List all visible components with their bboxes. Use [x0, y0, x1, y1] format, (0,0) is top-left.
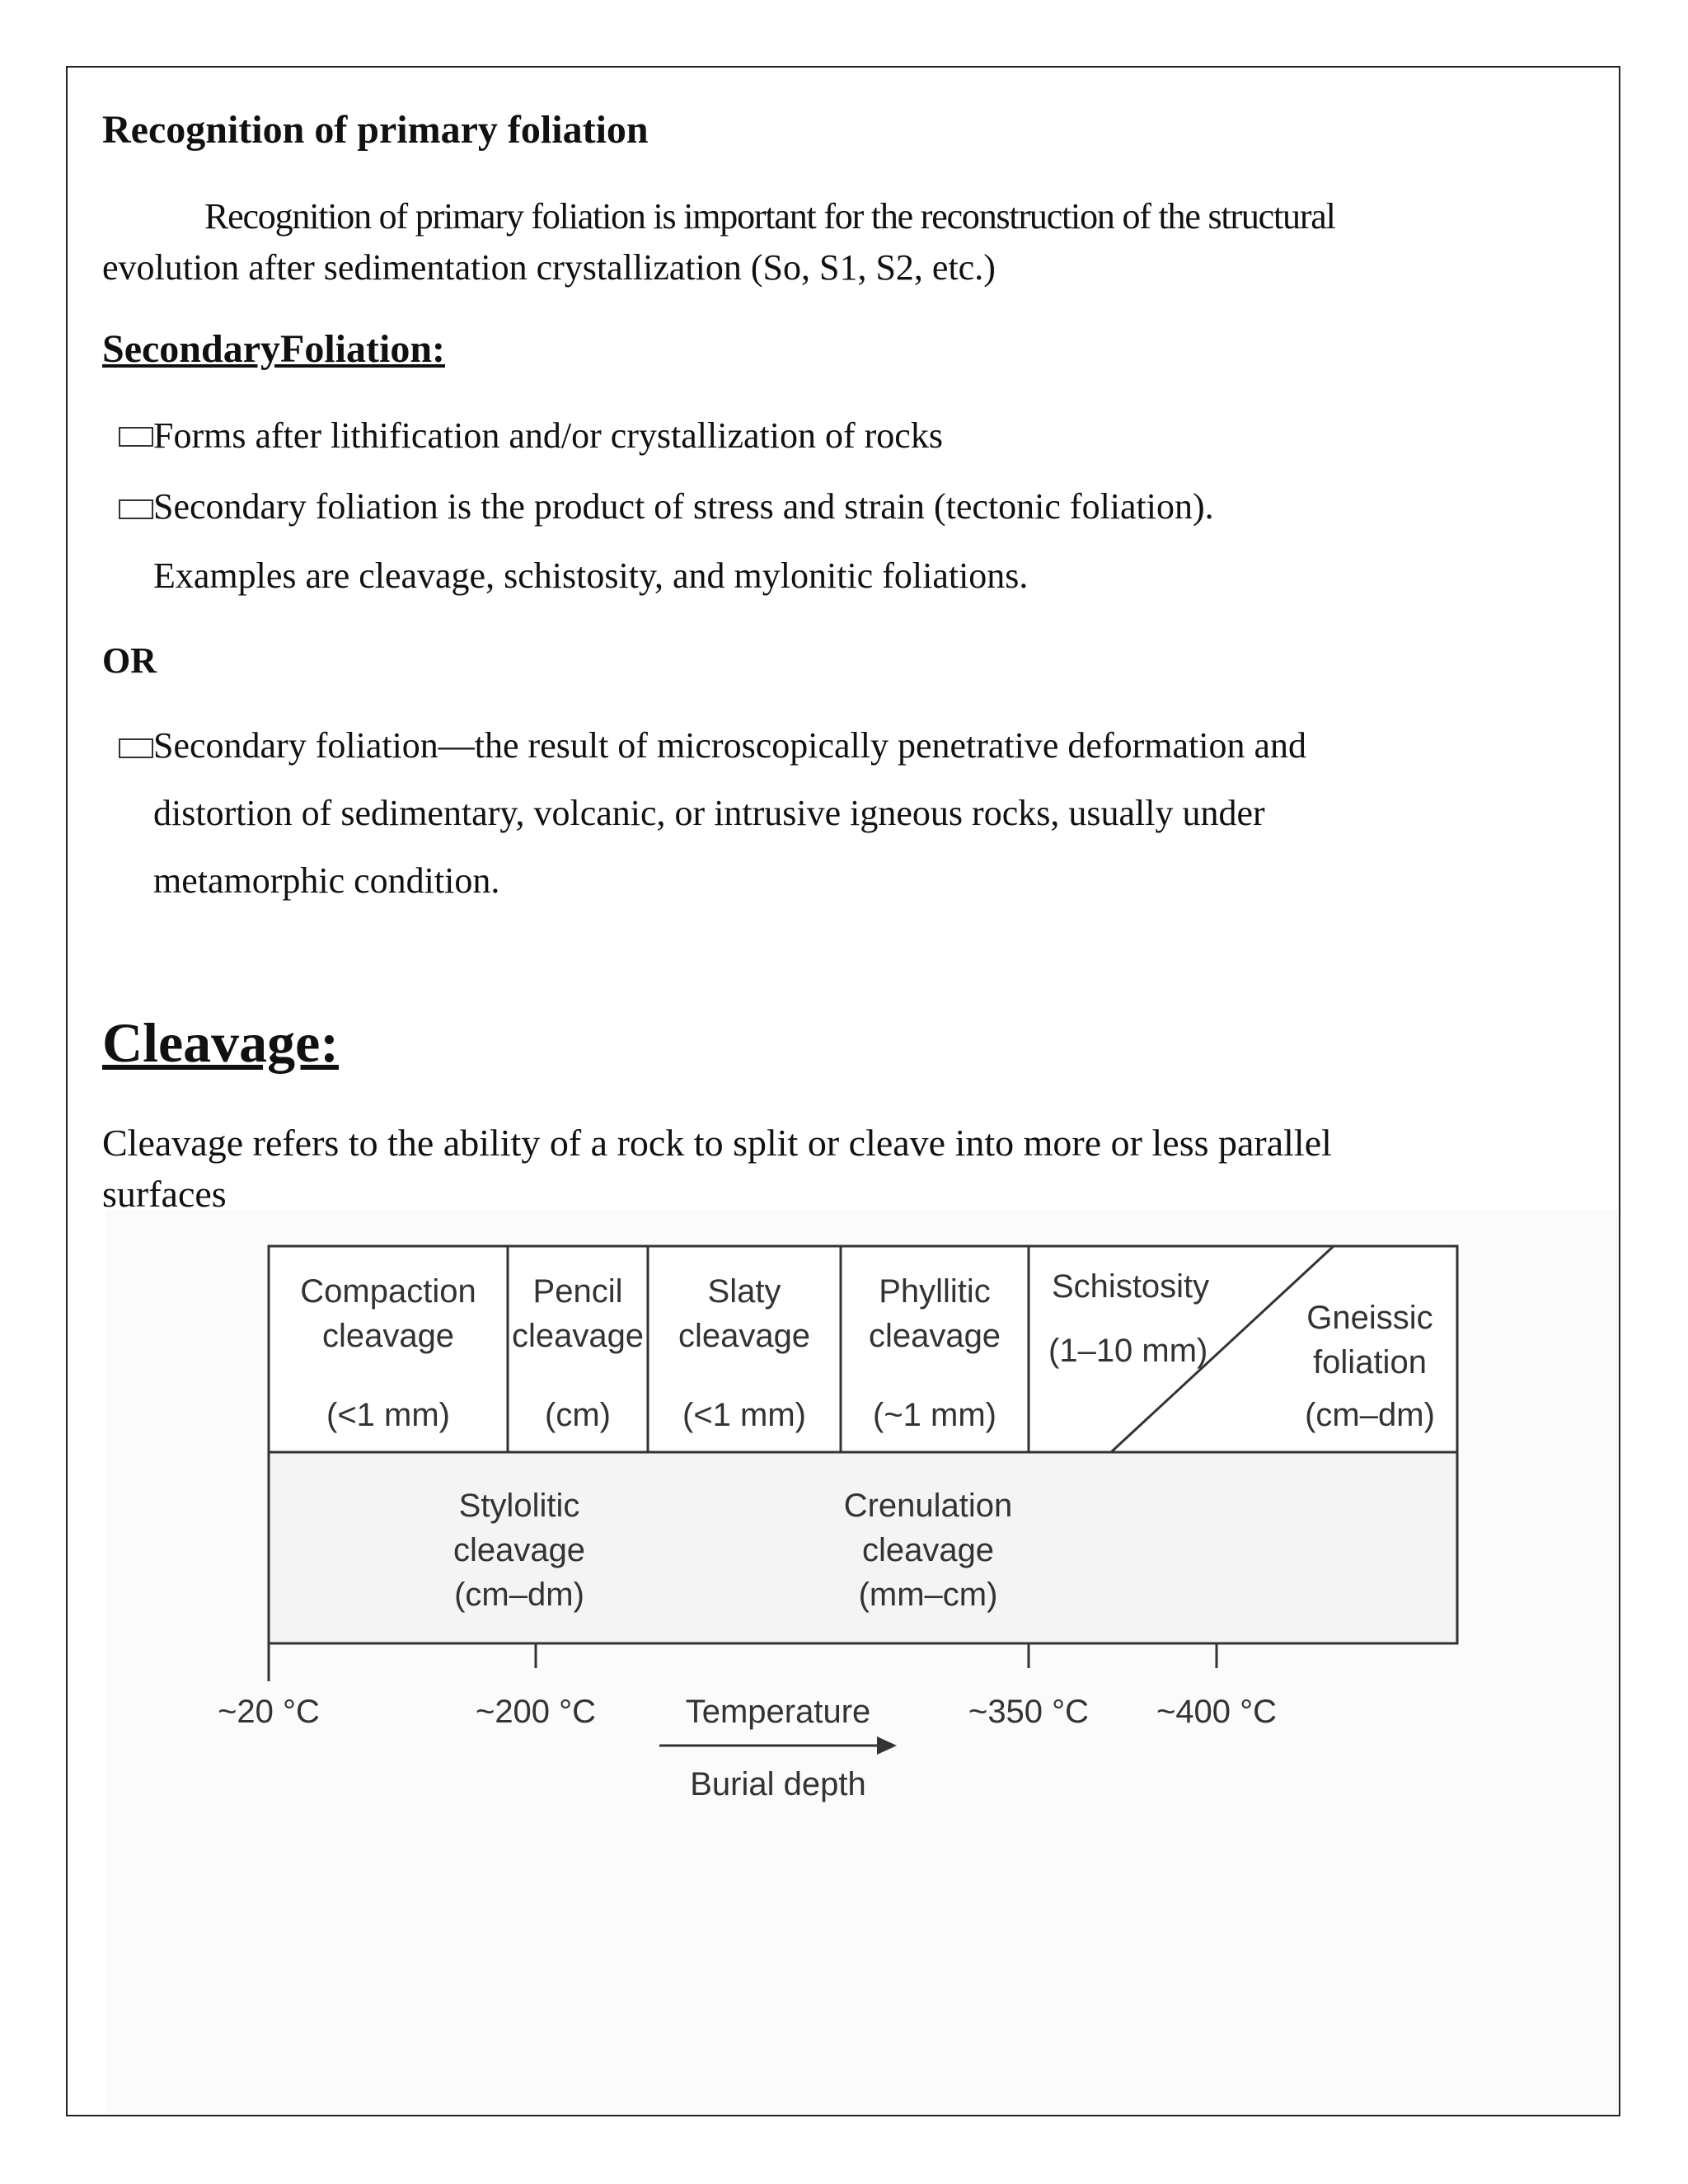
bullet-item-3-line2: distortion of sedimentary, volcanic, or intrusive igneous rocks, usually under	[153, 793, 1265, 833]
pencil-name-line2: cleavage	[511, 1318, 645, 1354]
secondary-foliation-heading: SecondaryFoliation:	[102, 327, 445, 371]
bullet-item-1: Forms after lithification and/or crystallization of rocks	[153, 415, 943, 456]
temp-label-350: ~350 °C	[968, 1694, 1090, 1730]
cleavage-paragraph-line2: surfaces	[102, 1173, 227, 1215]
pencil-name-line1: Pencil	[532, 1273, 623, 1310]
gneissic-name-line1: Gneissic	[1306, 1300, 1433, 1336]
compaction-name-line1: Compaction	[300, 1273, 476, 1310]
crenulation-name-line1: Crenulation	[843, 1488, 1013, 1524]
stylolitic-size: (cm–dm)	[454, 1577, 584, 1613]
burial-depth-label: Burial depth	[690, 1766, 866, 1802]
bullet-item-2-line1: Secondary foliation is the product of stress and strain (tectonic foliation).	[153, 486, 1214, 527]
bullet-item-3-line1: Secondary foliation—the result of microscopically penetrative deformation and	[153, 725, 1306, 766]
phyllitic-name-line1: Phyllitic	[879, 1273, 991, 1310]
schistosity-size: (1–10 mm)	[1048, 1333, 1208, 1369]
bullet-item-2-line2: Examples are cleavage, schistosity, and mylonitic foliations.	[153, 555, 1029, 596]
arrow-head-icon	[877, 1736, 897, 1755]
crenulation-name-line2: cleavage	[861, 1532, 995, 1568]
stylolitic-name-line2: cleavage	[452, 1532, 586, 1568]
gneissic-name-line2: foliation	[1313, 1344, 1427, 1380]
temp-label-20: ~20 °C	[218, 1694, 320, 1730]
schistosity-name: Schistosity	[1052, 1268, 1210, 1305]
stylolitic-name-line1: Stylolitic	[458, 1488, 580, 1524]
compaction-size: (<1 mm)	[326, 1397, 450, 1433]
phyllitic-size: (~1 mm)	[873, 1397, 996, 1433]
primary-foliation-paragraph-line1: Recognition of primary foliation is important for the reconstruction of the structural	[204, 196, 1335, 237]
pencil-size: (cm)	[545, 1397, 611, 1433]
slaty-name-line1: Slaty	[707, 1273, 781, 1310]
slaty-name-line2: cleavage	[678, 1318, 811, 1354]
temp-label-400: ~400 °C	[1156, 1694, 1278, 1730]
gneissic-size: (cm–dm)	[1305, 1397, 1435, 1433]
bullet-item-3-line3: metamorphic condition.	[153, 860, 500, 901]
temp-label-200: ~200 °C	[475, 1694, 597, 1730]
crenulation-size: (mm–cm)	[858, 1577, 998, 1613]
primary-foliation-heading: Recognition of primary foliation	[102, 108, 649, 152]
primary-foliation-paragraph-line2: evolution after sedimentation crystallization (So, S1, S2, etc.)	[102, 247, 996, 288]
slaty-size: (<1 mm)	[682, 1397, 806, 1433]
temperature-label: Temperature	[685, 1694, 871, 1730]
cleavage-paragraph-line1: Cleavage refers to the ability of a rock to split or cleave into more or less parallel	[102, 1122, 1332, 1164]
phyllitic-name-line2: cleavage	[868, 1318, 1001, 1354]
or-label: OR	[102, 640, 157, 681]
cleavage-heading: Cleavage:	[102, 1011, 340, 1074]
compaction-name-line2: cleavage	[321, 1318, 455, 1354]
